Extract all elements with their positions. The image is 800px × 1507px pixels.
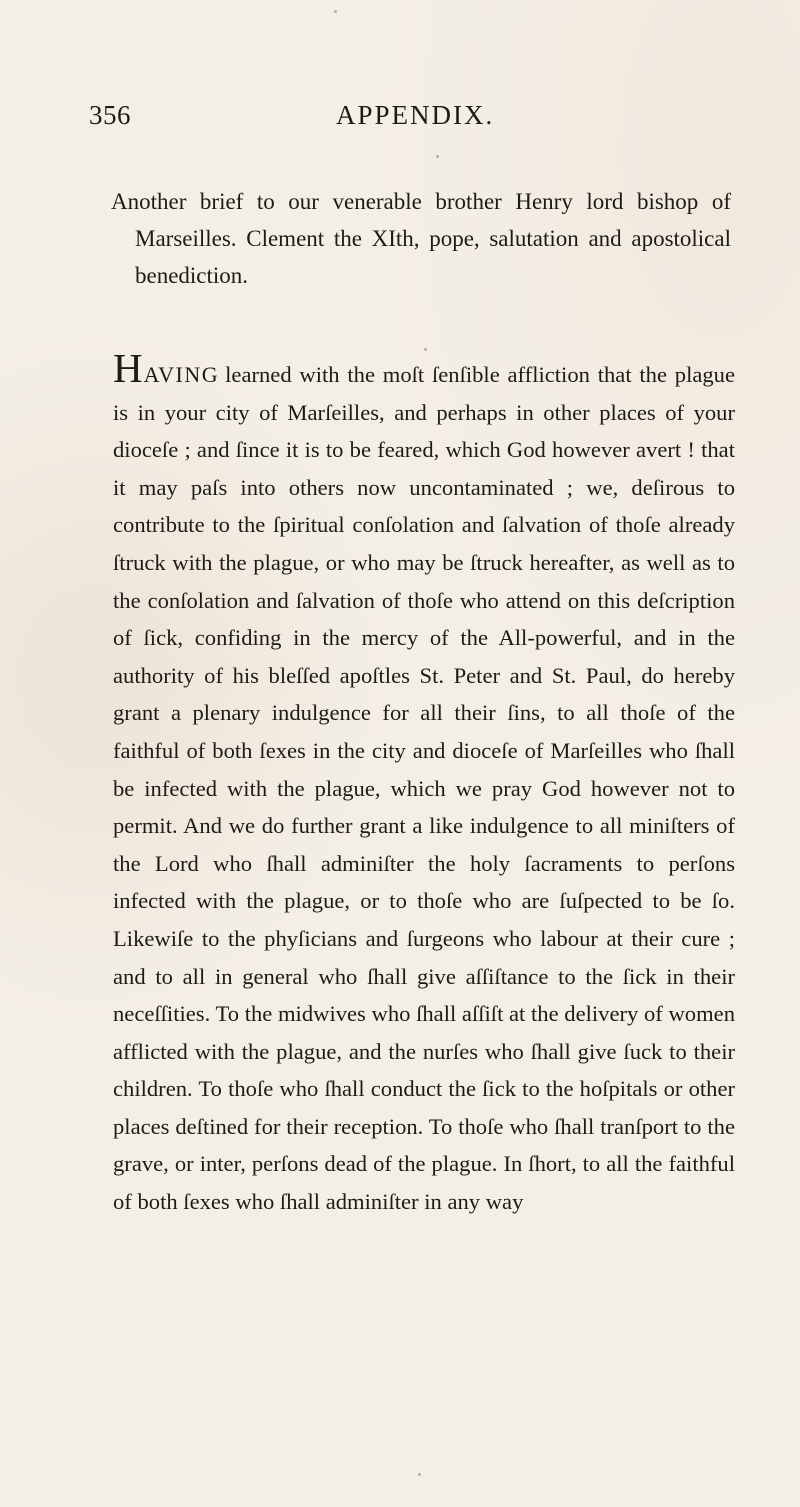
page-header <box>89 100 709 140</box>
paper-speck <box>424 348 427 351</box>
first-word-rest: AVING <box>143 362 220 387</box>
brief-caption: Another brief to our venerable brother Henry lord bishop of Marseilles. Clement the XIth, pope, salutation and apostolical benediction. <box>111 189 731 288</box>
running-head: APPENDIX. <box>336 100 495 130</box>
page-number: 356 <box>89 100 131 130</box>
paper-speck <box>334 10 337 13</box>
paper-speck <box>418 1473 421 1476</box>
body-paragraph <box>113 345 735 1221</box>
paper-speck <box>436 155 439 158</box>
body-text: learned with the moſt ſenſible affliction that the plague is in your city of Marſeilles, and perhaps in other places of your dioceſe ; and ſince it is to be feared, which God however avert ! that it may paſs into others now uncontaminated ; we, deſirous to contribute to the ſpiritual conſolation and ſalvation of thoſe already ſtruck with the plague, or who may be ſtruck hereafter, as well as to the conſolation and ſalvation of thoſe who attend on this deſcription of ſick, confiding in the mercy of the All-powerful, and in the authority of his bleſſed apoſtles St. Peter and St. Paul, do hereby grant a plenary indulgence for all their ſins, to all thoſe of the faithful of both ſexes in the city and dioceſe of Marſeilles who ſhall be infected with the plague, which we pray God however not to permit. And we do further grant a like indulgence to all miniſters of the Lord who ſhall adminiſter the holy ſacraments to perſons infected with the plague, or to thoſe who are ſuſpected to be ſo. Likewiſe to the phyſicians and ſurgeons who labour at their cure ; and to all in general who ſhall give aſſiſtance to the ſick in their neceſſities. To the midwives who ſhall aſſiſt at the delivery of women afflicted with the plague, and the nurſes who ſhall give ſuck to their children. To thoſe who ſhall conduct the ſick to the hoſpitals or other places deſtined for their reception. To thoſe who ſhall tranſport to the grave, or inter, perſons dead of the plague. In ſhort, to all the faithful of both ſexes who ſhall adminiſter in any way <box>113 362 735 1215</box>
drop-cap: H <box>113 345 144 391</box>
